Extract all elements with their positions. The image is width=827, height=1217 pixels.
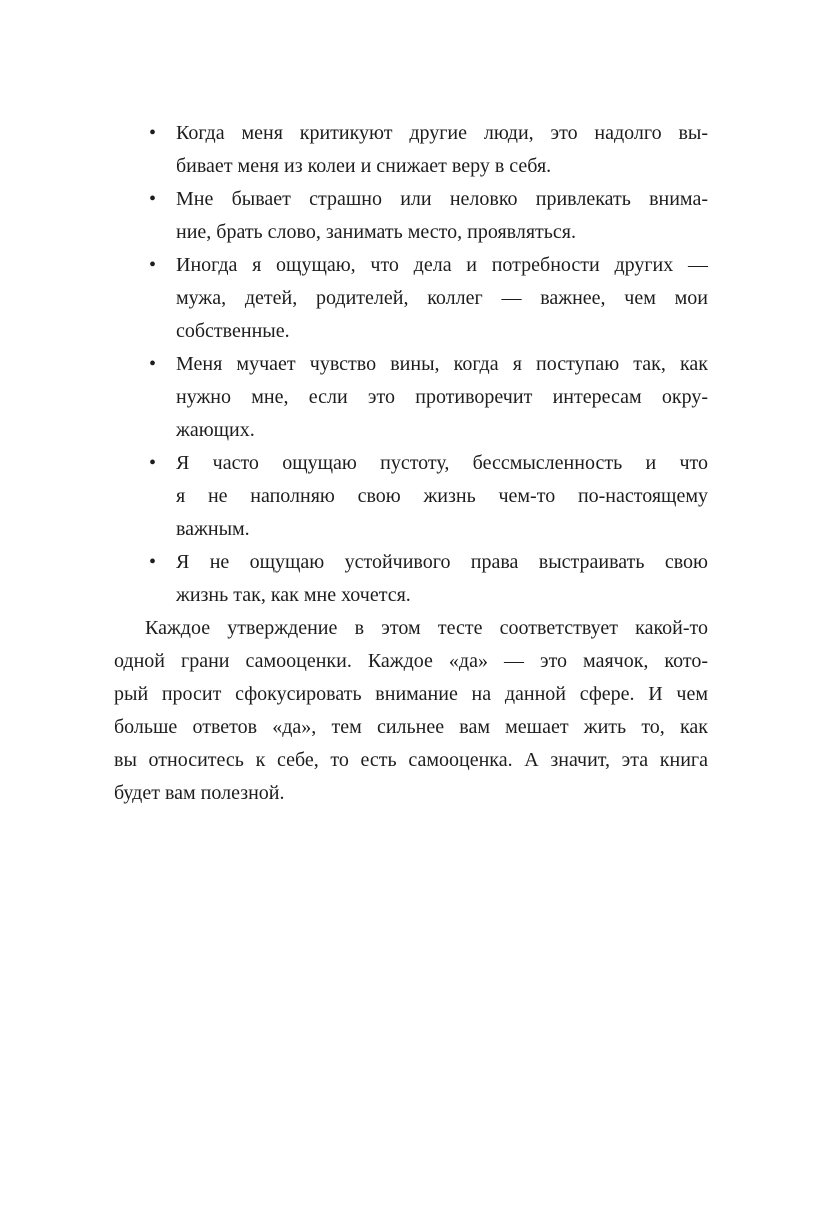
bullet-item [114, 348, 708, 447]
bullet-icon: • [149, 353, 157, 375]
text-line: одной грани самооценки. Каждое «да» — это маячок, кото- [114, 650, 708, 672]
text-line: рый просит сфокусировать внимание на данной сфере. И чем [114, 683, 708, 705]
text-line: мужа, детей, родителей, коллег — важнее, чем мои [176, 287, 708, 309]
text-line: нужно мне, если это противоречит интересам окру- [176, 386, 708, 408]
text-line: жающих. [176, 419, 255, 441]
text-line: важным. [176, 518, 250, 540]
bullet-text [176, 447, 708, 546]
bullet-item [114, 546, 708, 612]
text-line: Меня мучает чувство вины, когда я поступаю так, как [176, 353, 708, 375]
text-line: будет вам полезной. [114, 782, 285, 804]
text-line: больше ответов «да», тем сильнее вам мешает жить то, как [114, 716, 708, 738]
text-line: Когда меня критикуют другие люди, это надолго вы- [176, 122, 708, 144]
text-line: Иногда я ощущаю, что дела и потребности других — [176, 254, 708, 276]
bullet-item [114, 183, 708, 249]
text-line: жизнь так, как мне хочется. [176, 584, 411, 606]
bullet-icon: • [149, 254, 157, 276]
text-line: Я не ощущаю устойчивого права выстраивать свою [176, 551, 708, 573]
text-line: вы относитесь к себе, то есть самооценка. А значит, эта книга [114, 749, 708, 771]
bullet-text [176, 546, 708, 612]
text-line: я не наполняю свою жизнь чем-то по-настоящему [176, 485, 708, 507]
text-block [114, 117, 708, 810]
bullet-icon: • [149, 122, 157, 144]
bullet-text [176, 183, 708, 249]
bullet-text [176, 348, 708, 447]
text-line: Каждое утверждение в этом тесте соответствует какой-то [145, 617, 708, 639]
text-line: бивает меня из колеи и снижает веру в себя. [176, 155, 552, 177]
bullet-list [114, 117, 708, 612]
text-line: Я часто ощущаю пустоту, бессмысленность и что [176, 452, 708, 474]
text-line: собственные. [176, 320, 290, 342]
bullet-icon: • [149, 551, 157, 573]
bullet-text [176, 117, 708, 183]
body-paragraph [114, 612, 708, 810]
text-line: ние, брать слово, занимать место, проявляться. [176, 221, 576, 243]
bullet-icon: • [149, 188, 157, 210]
bullet-item [114, 117, 708, 183]
bullet-item [114, 447, 708, 546]
bullet-icon: • [149, 452, 157, 474]
bullet-item [114, 249, 708, 348]
text-line: Мне бывает страшно или неловко привлекать внима- [176, 188, 708, 210]
bullet-text [176, 249, 708, 348]
